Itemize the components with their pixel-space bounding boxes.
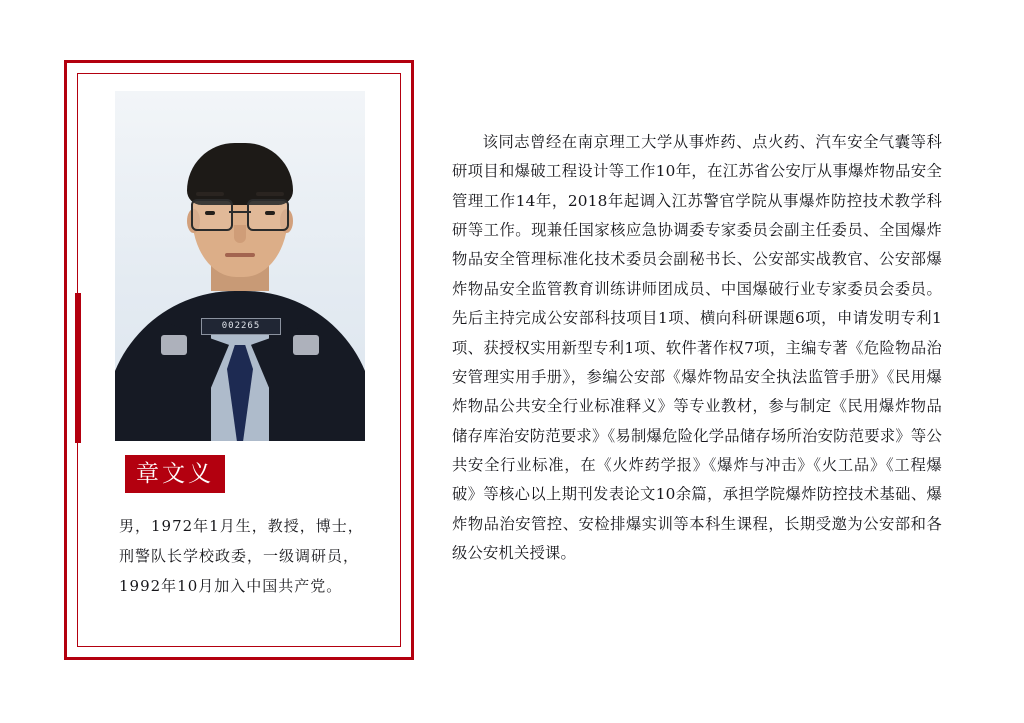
biography-paragraph: 该同志曾经在南京理工大学从事炸药、点火药、汽车安全气囊等科研项目和爆破工程设计等工作10年，在江苏省公安厅从事爆炸物品安全管理工作14年，2018年起调入江苏警官学院从事爆炸防控技术教学科研等工作。现兼任国家核应急协调委专家委员会副主任委员、全国爆炸物品安全管理标准化技术委员会副秘书长、公安部实战教官、公安部爆炸物品安全监管教育训练讲师团成员、中国爆破行业专家委员会委员。先后主持完成公安部科技项目1项、横向科研课题6项，申请发明专利1项、获授权实用新型专利1项、软件著作权7项，主编专著《危险物品治安管理实用手册》，参编公安部《爆炸物品安全执法监管手册》《民用爆炸物品公共安全行业标准释义》等专业教材，参与制定《民用爆炸物品储存库治安防范要求》《易制爆危险化学品储存场所治安防范要求》等公共安全行业标准，在《火炸药学报》《爆炸与冲击》《火工品》《工程爆破》等核心以上期刊发表论文10余篇，承担学院爆炸防控技术基础、爆炸物品治安管控、安检排爆实训等本科生课程，长期受邀为公安部和各级公安机关授课。 bbox=[452, 133, 942, 563]
person-name: 章文义 bbox=[125, 455, 225, 493]
portrait-eye-right bbox=[265, 211, 275, 215]
portrait-photo bbox=[115, 91, 365, 441]
portrait-eyeglass-left bbox=[191, 199, 233, 231]
person-bio: 男，1972年1月生，教授，博士，刑警队长学校政委，一级调研员，1992年10月加入中国共产党。 bbox=[119, 517, 364, 595]
portrait-nose bbox=[234, 225, 246, 243]
portrait-eyeglass-bridge bbox=[229, 211, 251, 213]
profile-card bbox=[64, 60, 414, 660]
accent-bar bbox=[75, 293, 81, 443]
portrait-eyeglass-right bbox=[247, 199, 289, 231]
portrait-shoulder-badge-left bbox=[161, 335, 187, 355]
portrait-eyebrow-left bbox=[196, 192, 224, 196]
portrait-mouth bbox=[225, 253, 255, 257]
portrait-eye-left bbox=[205, 211, 215, 215]
portrait-eyebrow-right bbox=[256, 192, 284, 196]
portrait-nameplate: 002265 bbox=[201, 318, 281, 335]
portrait-shoulder-badge-right bbox=[293, 335, 319, 355]
